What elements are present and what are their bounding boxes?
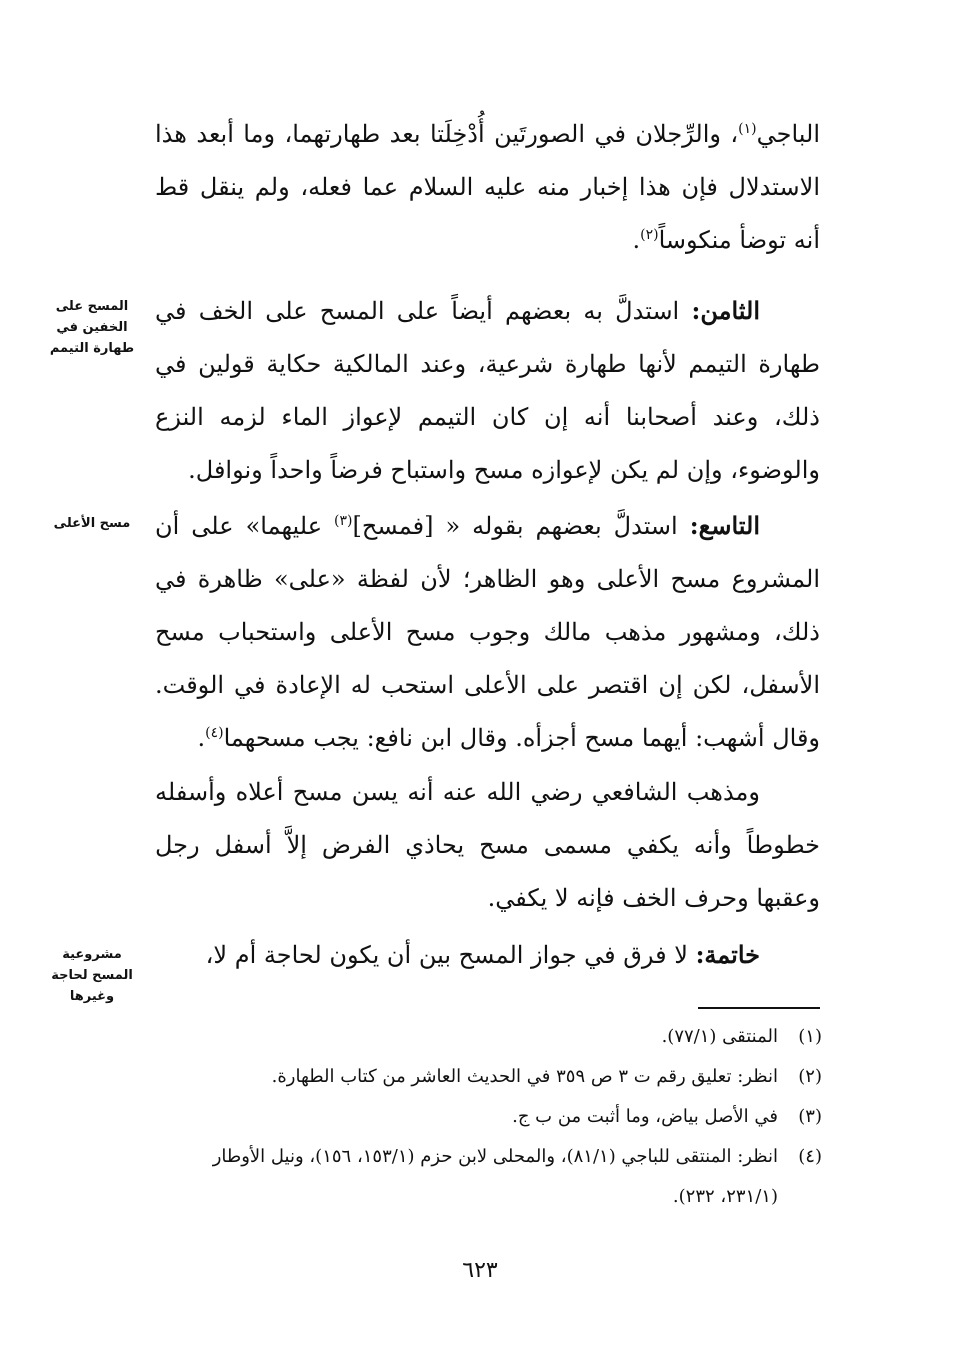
footnote-ref-2: (٢) [640,227,659,243]
footnote-text: المنتقى (٧٧/١). [661,1026,778,1047]
footnote-ref-1: (١) [738,121,757,137]
paragraph-text: استدلَّ بعضهم بقوله « [فمسح] [352,512,690,540]
margin-note-tayammum: المسح على الخفين في طهارة التيمم [49,299,135,356]
footnote-item [150,1097,822,1137]
margin-note-upper-wipe: مسح الأعلى [53,516,131,531]
footnote-text: انظر: المنتقى للباجي (٨١/١)، والمحلى لابن حزم (١٥٣/١، ١٥٦)، ونيل الأوطار (٢٣١/١، ٢٣٢). [212,1146,778,1207]
paragraph-text: ومذهب الشافعي رضي الله عنه أنه يسن مسح أعلاه وأسفله خطوطاً وأنه يكفي مسمى مسح يحاذي الفرض إلاَّ أسفل رجل وعقبها وحرف الخف فإنه لا يكفي. [155,778,820,912]
paragraph-3 [155,499,820,765]
paragraph-text: الباجي [756,120,820,148]
footnote-ref-4: (٤) [205,725,224,741]
footnotes [150,1017,822,1217]
paragraph-1 [155,108,820,267]
footnote-text: انظر: تعليق رقم ت ٣ ص ٣٥٩ في الحديث العاشر من كتاب الطهارة. [271,1066,778,1087]
paragraph-lead: خاتمة: [695,940,760,969]
paragraph-5 [155,928,820,982]
paragraph-2 [155,284,820,497]
paragraph-text: لا فرق في جواز المسح بين أن يكون لحاجة أم لا، [205,941,696,969]
paragraph-text: عليهما» على أن المشروع مسح الأعلى وهو الظاهر؛ لأن لفظة «على» ظاهرة في ذلك، ومشهور مذهب مالك وجوب مسح الأعلى واستحباب مسح الأسفل، لكن إن اقتصر على الأعلى استحب له الإعادة في الوقت. وقال أشهب: أيهما مسح أجزأه. وقال ابن نافع: يجب مسحهما [155,512,820,752]
page-number: ٦٢٣ [462,1258,498,1283]
paragraph-lead: التاسع: [689,511,760,540]
footnote-number: (١) [798,1026,822,1047]
paragraph-lead: الثامن: [691,296,760,325]
footnote-text: في الأصل بياض، وما أثبت من ب ج. [512,1106,778,1127]
footnote-item [150,1017,822,1057]
paragraph-text: . [632,226,641,254]
footnote-separator [698,1007,820,1009]
footnote-item [150,1137,822,1217]
margin-note-legitimacy: مشروعية المسح لحاجة وغيرها [51,947,133,1004]
footnote-number: (٣) [798,1106,822,1127]
paragraph-text: . [197,724,206,752]
footnote-number: (٤) [798,1146,822,1167]
footnote-number: (٢) [798,1066,822,1087]
paragraph-text: ، والرِّجلان في الصورتَين أُدْخِلَتا بعد طهارتهما، وما أبعد هذا الاستدلال فإن هذا إخبار منه عليه السلام عما فعله، ولم ينقل قط أنه توضأ منكوساً [155,120,820,254]
paragraph-4 [155,766,820,925]
footnote-item [150,1057,822,1097]
footnote-ref-3: (٣) [334,513,353,529]
paragraph-text: استدلَّ به بعضهم أيضاً على المسح على الخف في طهارة التيمم لأنها طهارة شرعية، وعند المالكية حكاية قولين في ذلك، وعند أصحابنا أنه إن كان التيمم لإعواز الماء لزمه النزع والوضوء، وإن لم يكن لإعوازه مسح واستباح فرضاً واحداً ونوافل. [155,297,820,484]
